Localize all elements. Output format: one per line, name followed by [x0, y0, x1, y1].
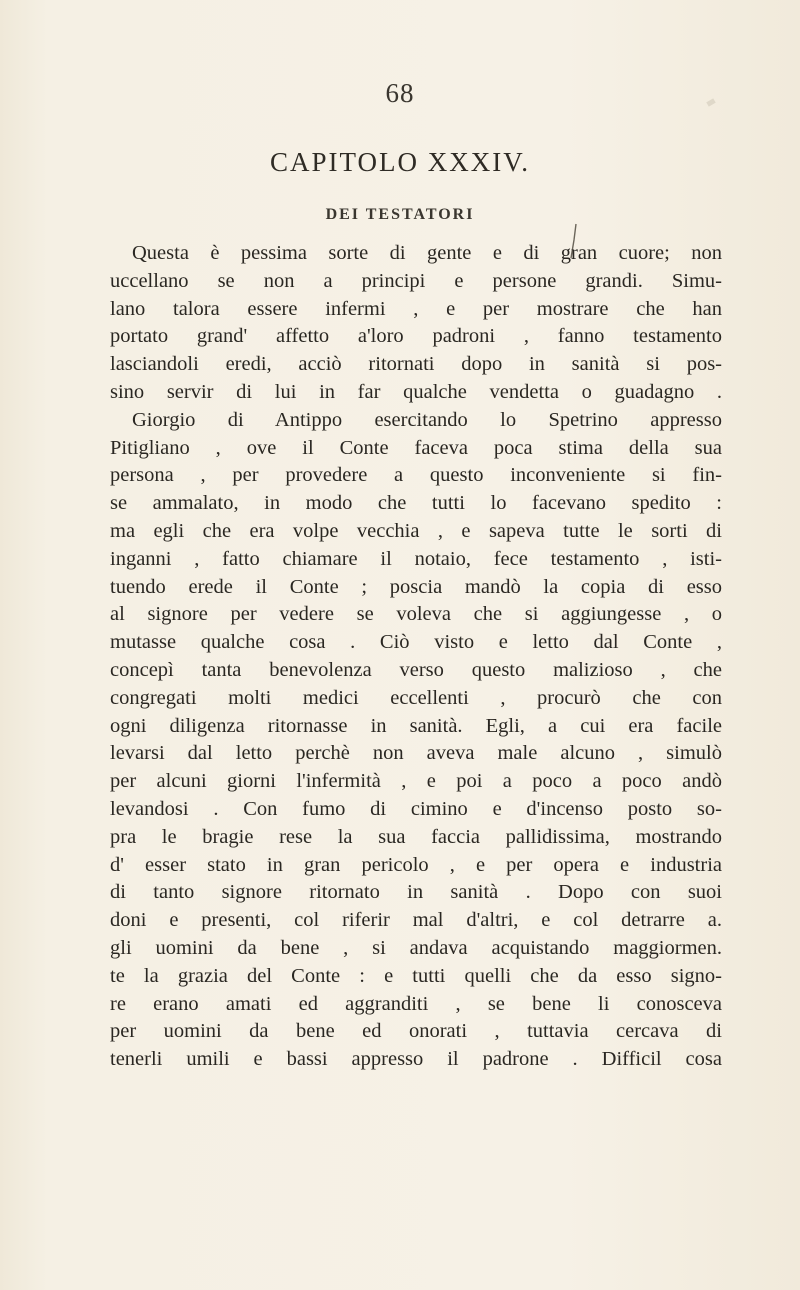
text-line: doni e presenti, col riferir mal d'altri, e col detrarre a. [110, 909, 722, 932]
text-line: re erano amati ed aggranditi , se bene li conosceva [110, 992, 722, 1015]
text-line: di tanto signore ritornato in sanità . Dopo con suoi [110, 881, 722, 904]
text-line: tenerli umili e bassi appresso il padrone . Difficil cosa [110, 1048, 722, 1071]
text-line: sino servir di lui in far qualche vendetta o guadagno . [110, 380, 722, 403]
text-line: inganni , fatto chiamare il notaio, fece testamento , isti- [110, 547, 722, 570]
text-line: congregati molti medici eccellenti , procurò che con [110, 686, 722, 709]
text-line: persona , per provedere a questo inconveniente si fin- [110, 464, 722, 487]
text-line: mutasse qualche cosa . Ciò visto e letto dal Conte , [110, 631, 722, 654]
text-line: lasciandoli eredi, acciò ritornati dopo in sanità si pos- [110, 353, 722, 376]
text-line: ogni diligenza ritornasse in sanità. Egli, a cui era facile [110, 714, 722, 737]
text-line: Questa è pessima sorte di gente e di gran cuore; non [132, 242, 722, 264]
text-line: pra le bragie rese la sua faccia pallidissima, mostrando [110, 825, 722, 848]
text-line: per uomini da bene ed onorati , tuttavia cercava di [110, 1020, 722, 1043]
text-line: concepì tanta benevolenza verso questo malizioso , che [110, 658, 722, 681]
text-line: te la grazia del Conte : e tutti quelli che da esso signo- [110, 964, 722, 987]
text-line: se ammalato, in modo che tutti lo facevano spedito : [110, 492, 722, 515]
text-line: levarsi dal letto perchè non aveva male alcuno , simulò [110, 742, 722, 765]
text-line: al signore per vedere se voleva che si aggiungesse , o [110, 603, 722, 626]
text-line: Giorgio di Antippo esercitando lo Spetrino appresso [132, 408, 722, 431]
text-body [110, 240, 722, 1074]
section-title: DEI TESTATORI [325, 206, 475, 223]
text-line: Pitigliano , ove il Conte faceva poca stima della sua [110, 436, 722, 459]
text-line: levandosi . Con fumo di cimino e d'incenso posto so- [110, 797, 722, 820]
text-line: d' esser stato in gran pericolo , e per opera e industria [110, 853, 722, 876]
chapter-title: CAPITOLO XXXIV. [269, 147, 530, 177]
text-line: tuendo erede il Conte ; poscia mandò la copia di esso [110, 575, 722, 598]
page-number: 68 [385, 78, 415, 108]
text-line: lano talora essere infermi , e per mostrare che han [110, 297, 722, 320]
text-line: per alcuni giorni l'infermità , e poi a poco a poco andò [110, 770, 722, 793]
text-line: portato grand' affetto a'loro padroni , fanno testamento [110, 325, 722, 348]
text-line: ma egli che era volpe vecchia , e sapeva tutte le sorti di [110, 519, 722, 542]
text-line: gli uomini da bene , si andava acquistando maggiormen. [110, 936, 722, 959]
text-line: uccellano se non a principi e persone grandi. Simu- [110, 269, 722, 292]
